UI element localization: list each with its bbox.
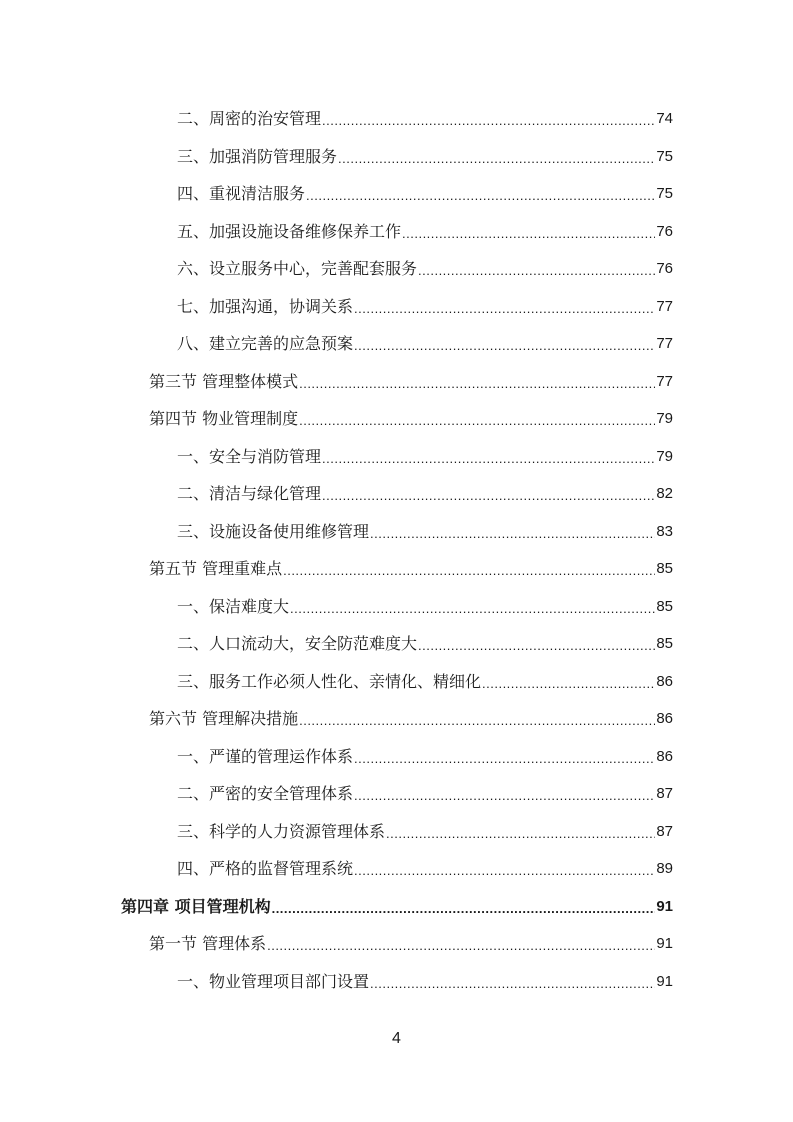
toc-entry[interactable] [177,819,673,845]
dot-leader [338,148,655,170]
dot-leader [402,223,655,245]
dot-leader [267,935,655,957]
dot-leader [354,298,655,320]
dot-leader [322,448,655,470]
toc-entry[interactable] [177,294,673,320]
toc-entry[interactable] [177,969,673,995]
toc-entry-page: 82 [656,485,673,502]
toc-entry[interactable] [177,256,673,282]
dot-leader [354,785,655,807]
toc-entry[interactable] [149,706,673,732]
toc-entry[interactable] [177,519,673,545]
toc-entry[interactable] [177,219,673,245]
toc-entry-title: 三、加强消防管理服务 [177,146,338,166]
toc-entry-title: 六、设立服务中心，完善配套服务 [177,259,418,278]
toc-entry-title: 第四节 物业管理制度 [149,409,299,428]
toc-entry-title: 第五节 管理重难点 [149,559,283,578]
toc-entry[interactable] [177,594,673,620]
toc-entry-title: 一、严谨的管理运作体系 [177,746,354,766]
toc-entry-page: 91 [656,935,673,952]
toc-entry[interactable] [177,444,673,470]
toc-entry-page: 76 [656,222,673,240]
toc-entry[interactable] [177,856,673,882]
dot-leader [354,748,655,770]
toc-entry-page: 86 [656,672,673,690]
toc-entry-page: 79 [656,447,673,465]
dot-leader [370,523,655,545]
toc-entry-title: 二、人口流动大，安全防范难度大 [177,634,418,653]
toc-entry-title: 四、严格的监督管理系统 [177,859,354,878]
toc-entry[interactable] [177,631,673,657]
dot-leader [482,673,655,695]
toc-entry-page: 85 [656,560,673,577]
toc-entry-page: 83 [656,522,673,540]
toc-entry-page: 86 [656,710,673,727]
toc-entry-page: 85 [656,597,673,615]
toc-entry-title: 四、重视清洁服务 [177,184,306,203]
toc-entry-title: 第六节 管理解决措施 [149,709,299,728]
toc-entry-title: 七、加强沟通，协调关系 [177,296,354,316]
toc-entry-page: 85 [656,635,673,652]
toc-entry[interactable] [177,106,673,132]
dot-leader [322,485,655,507]
toc-entry[interactable] [177,669,673,695]
toc-entry-title: 三、服务工作必须人性化、亲情化、精细化 [177,671,482,691]
toc-entry-page: 75 [656,147,673,165]
dot-leader [306,185,655,207]
toc-entry-title: 一、安全与消防管理 [177,446,322,466]
dot-leader [283,560,655,582]
toc-entry-page: 77 [656,335,673,352]
toc-entry-page: 91 [656,897,673,915]
toc-entry-page: 79 [656,410,673,427]
toc-entry-page: 77 [656,372,673,390]
dot-leader [418,260,655,282]
toc-entry-title: 一、物业管理项目部门设置 [177,971,370,991]
dot-leader [370,973,655,995]
dot-leader [299,710,655,732]
toc-entry-page: 86 [656,747,673,765]
toc-entry-title: 第三节 管理整体模式 [149,371,299,391]
toc-entry-title: 二、清洁与绿化管理 [177,484,322,503]
toc-entry[interactable] [149,406,673,432]
dot-leader [418,635,655,657]
toc-entry-page: 77 [656,297,673,315]
toc-entry[interactable] [149,931,673,957]
toc-entry[interactable] [177,144,673,170]
dot-leader [354,860,655,882]
toc-entry-title: 三、科学的人力资源管理体系 [177,821,386,841]
dot-leader [299,373,655,395]
dot-leader [272,898,656,920]
toc-entry-page: 87 [656,822,673,840]
page-number: 4 [392,1030,401,1047]
toc-entry-title: 三、设施设备使用维修管理 [177,521,370,541]
toc-entry[interactable] [177,781,673,807]
toc-entry-title: 二、周密的治安管理 [177,109,322,128]
toc-entry-title: 二、严密的安全管理体系 [177,784,354,803]
toc-entry-page: 91 [656,972,673,990]
toc-entry-page: 76 [656,260,673,277]
toc-entry-title: 第一节 管理体系 [149,934,267,953]
toc-entry[interactable] [149,369,673,395]
toc-entry-title: 五、加强设施设备维修保养工作 [177,221,402,241]
toc-entry[interactable] [177,744,673,770]
toc-entry-title: 一、保洁难度大 [177,596,290,616]
toc-entry-chapter[interactable] [121,894,673,920]
dot-leader [299,410,655,432]
toc-entry-page: 87 [656,785,673,802]
toc-entry-title: 八、建立完善的应急预案 [177,334,354,353]
dot-leader [290,598,655,620]
toc-entry-page: 89 [656,860,673,877]
toc-entry-page: 74 [656,110,673,127]
toc-entry[interactable] [149,556,673,582]
toc-entry[interactable] [177,331,673,357]
toc-entry[interactable] [177,481,673,507]
toc-entry[interactable] [177,181,673,207]
toc-entry-page: 75 [656,185,673,202]
dot-leader [354,335,655,357]
dot-leader [386,823,655,845]
toc-entry-title: 第四章 项目管理机构 [121,896,271,916]
dot-leader [322,110,655,132]
